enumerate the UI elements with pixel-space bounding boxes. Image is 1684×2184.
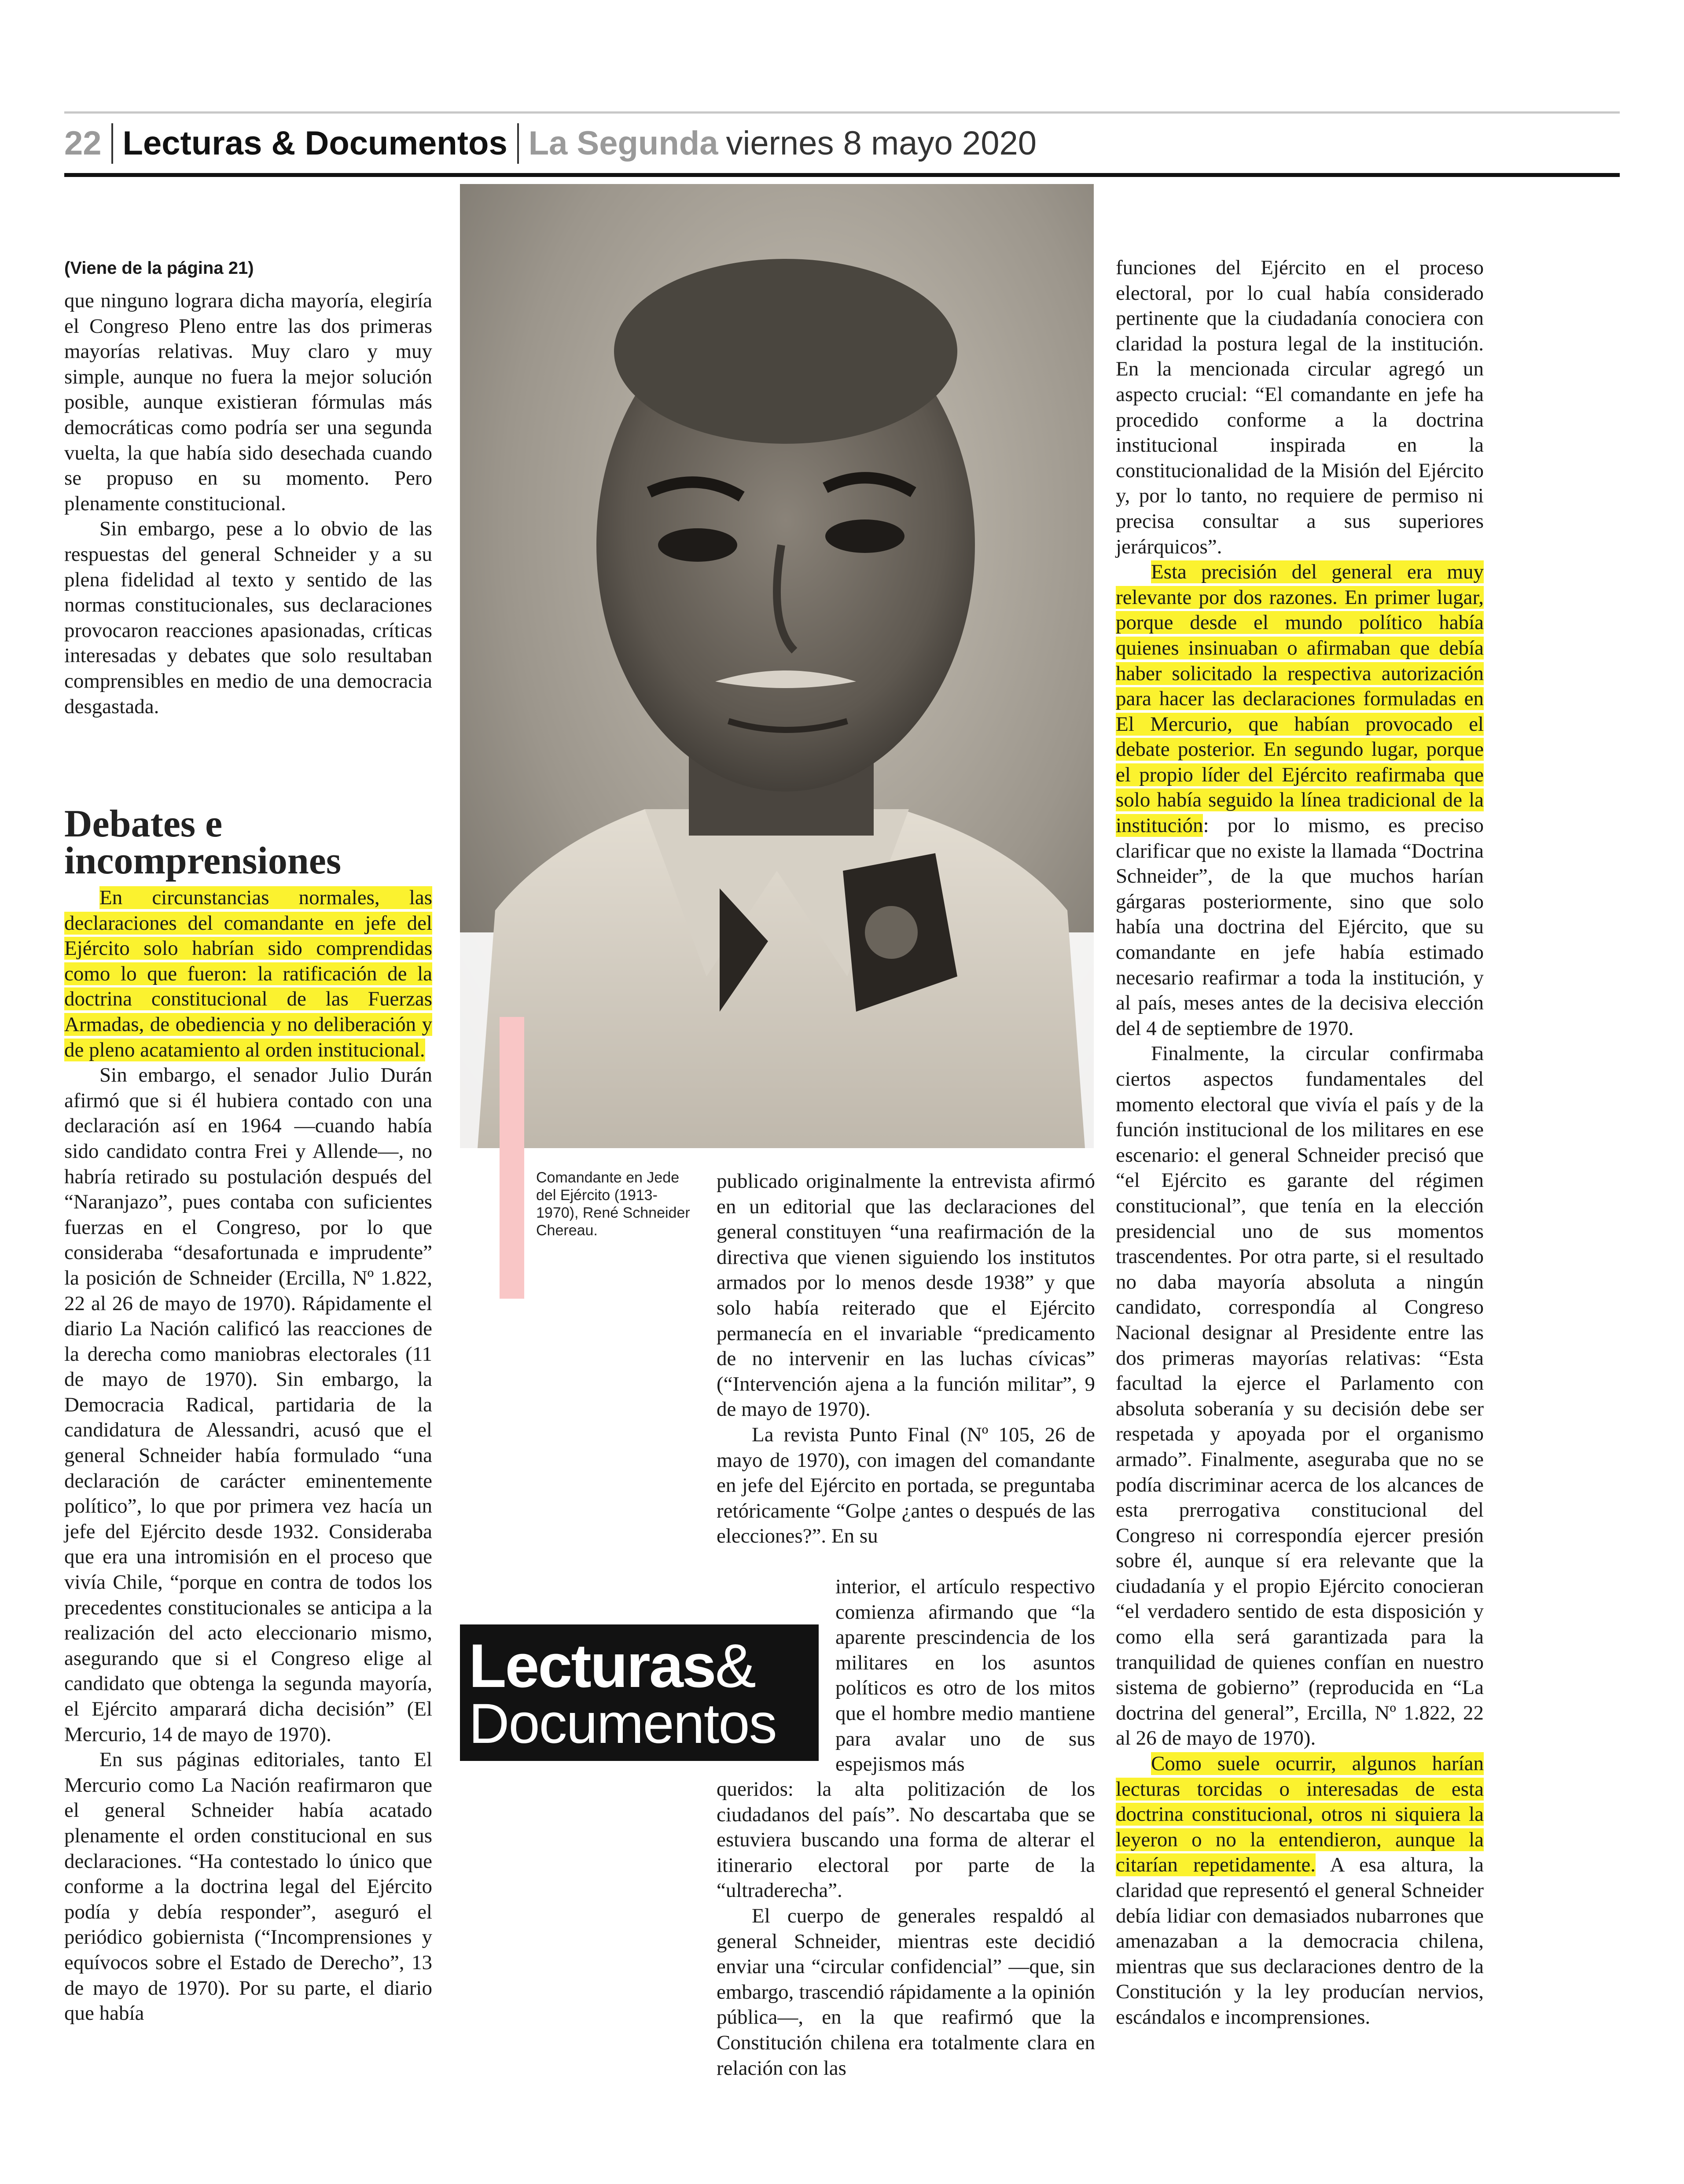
logo-word: Lecturas: [469, 1631, 715, 1700]
paragraph: En sus páginas editoriales, tanto El Mercurio como La Nación reafirmaron que el general Schneider había acatado plenamente el orden constitucional en sus declaraciones. “Ha contestado lo único que conforme a la doctrina legal del Ejército podía y debía responder”, aseguró el periódico gobiernista (“Incomprensiones y equívocos sobre el Estado de Derecho”, 13 de mayo de 1970). Por su parte, el diario que había: [64, 1748, 432, 2025]
subheading: Debates e incomprensiones: [64, 803, 342, 882]
paragraph: Sin embargo, pese a lo obvio de las respuestas del general Schneider y a su plena fidelidad al texto y sentido de las normas constitucionales, sus declaraciones provocaron reacciones apasionadas, críticas interesadas y debates que solo resultaban comprensibles en medio de una democracia desgastada.: [64, 517, 432, 718]
logo-line-1: [469, 1631, 755, 1700]
header-bottom-rule: [64, 173, 1620, 177]
header-divider: [111, 123, 113, 164]
paragraph-continuation: : por lo mismo, es preciso clarificar que no existe la llamada “Doctrina Schneider”, de la que muchos harían gárgaras posteriormente, sino que solo había una doctrina del Ejército, que su comandante en jefe había estimado necesario reafirmar a toda la institución, y al país, meses antes de la decisiva elección del 4 de septiembre de 1970.: [1116, 814, 1484, 1040]
photo-caption: Comandante en Jede del Ejército (1913-1970), René Schneider Chereau.: [536, 1169, 690, 1239]
paragraph: Finalmente, la circular confirmaba ciertos aspectos fundamentales del momento electoral que vivía el país y de la función institucional de los militares en ese escenario: el general Schneider precisó que “el Ejército es garante del régimen constitucional”, que tenía en la elección presidencial uno de sus momentos trascendentes. Por otra parte, si el resultado no daba mayoría absoluta a ningún candidato, correspondía al Congreso Nacional designar al Presidente entre las dos primeras mayorías relativas: “Esta facultad la ejerce el Parlamento con absoluta soberanía y su decisión debe ser respetada y apoyada por el organismo armado”. Finalmente, aseguraba que no se podía discriminar acerca de los alcances de esta prerrogativa constitucional del Congreso ni correspondía ejercer presión sobre él, aunque sí era relevante que la ciudadanía y el propio Ejército conocieran “el verdadero sentido de esta disposición y como ella será garantizada para la tranquilidad de quienes confían en nuestro sistema de gobierno” (reproducida en “La doctrina del general”, Ercilla, Nº 1.822, 22 al 26 de mayo de 1970).: [1116, 1042, 1484, 1750]
portrait-photo: [460, 184, 1094, 1148]
logo-line-2: Documentos: [469, 1692, 776, 1755]
column-1-bottom: [64, 885, 432, 2026]
paragraph-continuation: A esa altura, la claridad que representó el general Schneider debía lidiar con demasiados nubarrones que amenazaban a la democracia chilena, mientras que sus declaraciones dentro de la Constitución y la ley producían nervios, escándalos e incomprensiones.: [1116, 1853, 1484, 2029]
caption-accent-bar: [500, 1017, 524, 1299]
issue-date: viernes 8 mayo 2020: [726, 125, 1037, 162]
highlight: Esta precisión del general era muy relevante por dos razones. En primer lugar, porque desde el mundo político había quienes insinuaban o afirmaban que debía haber solicitado la respectiva autorización para hacer las declaraciones formuladas en El Mercurio, que habían provocado el debate posterior. En segundo lugar, porque el propio líder del Ejército reafirmaba que solo había seguido la línea tradicional de la institución: [1116, 560, 1484, 837]
paragraph: publicado originalmente la entrevista afirmó en un editorial que las declaraciones del general constituyen “una reafirmación de la directiva que vienen siguiendo los institutos armados por lo menos desde 1938” y que solo había reiterado que el Ejército permanecía en el invariable “predicamento de no intervenir en las luchas cívicas” (“Intervención ajena a la función militar”, 9 de mayo de 1970).: [717, 1170, 1095, 1421]
paragraph-highlighted: [1116, 560, 1484, 1041]
paragraph: interior, el artículo respectivo comienza afirmando que “la aparente prescindencia de los militares en los asuntos políticos es otro de los mitos que el hombre medio mantiene para avalar uno de sus espejismos más: [835, 1575, 1095, 1776]
paragraph: La revista Punto Final (Nº 105, 26 de mayo de 1970), con imagen del comandante en jefe del Ejército en portada, se preguntaba retóricamente “Golpe ¿antes o después de las elecciones?”. En su: [717, 1423, 1095, 1548]
highlight: Como suele ocurrir, algunos harían lecturas torcidas o interesadas de esta doctrina constitucional, otros ni siquiera la leyeron o no la entendieron, aunque la citarían repetidamente.: [1116, 1752, 1484, 1877]
header-divider: [517, 123, 519, 164]
paragraph: que ninguno lograra dicha mayoría, elegiría el Congreso Pleno entre las dos primeras mayorías relativas. Muy claro y muy simple, aunque no fuera la mejor solución posible, aunque existieran fórmulas más democráticas como podría ser una segunda vuelta, la que había sido desechada cuando se propuso en su momento. Pero plenamente constitucional.: [64, 289, 432, 515]
column-2-wrap: [835, 1574, 1095, 1777]
logo-ampersand: &: [715, 1631, 755, 1700]
column-3: [1116, 255, 1484, 2030]
continued-from-kicker: (Viene de la página 21): [64, 258, 254, 278]
highlight: En circunstancias normales, las declaraciones del comandante en jefe del Ejército solo habrían sido comprendidas como lo que fueron: la ratificación de la doctrina constitucional de las Fuerzas Armadas, de obediencia y no deliberación y de pleno acatamiento al orden institucional.: [64, 886, 432, 1061]
paragraph: El cuerpo de generales respaldó al general Schneider, mientras este decidió enviar una “circular confidencial” —que, sin embargo, trascendió rápidamente a la opinión pública—, en la que reafirmó que la Constitución chilena era totalmente clara en relación con las: [717, 1904, 1095, 2080]
paragraph: queridos: la alta politización de los ciudadanos del país”. No descartaba que se estuviera buscando una forma de alterar el itinerario electoral por parte de la “ultraderecha”.: [717, 1778, 1095, 1902]
page-header: [64, 114, 1037, 173]
paragraph: funciones del Ejército en el proceso electoral, por lo cual había considerado pertinente que la ciudadanía conociera con claridad la postura legal de la institución. En la mencionada circular agregó un aspecto crucial: “El comandante en jefe ha procedido conforme a la doctrina institucional inspirada en la constitucionalidad de la Misión del Ejército y, por lo tanto, no requiere de permiso ni precisa consultar a sus superiores jerárquicos”.: [1116, 256, 1484, 558]
column-2-top: [717, 1169, 1095, 1549]
section-title: Lecturas & Documentos: [122, 125, 507, 162]
page-number: 22: [64, 125, 102, 162]
paragraph-highlighted: [64, 885, 432, 1063]
section-logo: [460, 1624, 819, 1761]
column-2-bottom: [717, 1777, 1095, 2081]
column-1-top: [64, 288, 432, 719]
paragraph-highlighted: [1116, 1751, 1484, 2030]
newspaper-name: La Segunda: [528, 125, 718, 162]
paragraph: Sin embargo, el senador Julio Durán afirmó que si él hubiera contado con una declaración así en 1964 —cuando había sido candidato contra Frei y Allende—, no habría retirado su postulación después del “Naranjazo”, pues contaba con suficientes fuerzas en el Congreso, por lo que consideraba “desafortunada e imprudente” la posición de Schneider (Ercilla, Nº 1.822, 22 al 26 de mayo de 1970). Rápidamente el diario La Nación calificó las reacciones de la derecha como maniobras electorales (11 de mayo de 1970). Sin embargo, la Democracia Radical, partidaria de la candidatura de Alessandri, acusó que el general Schneider había formulado “una declaración de carácter eminentemente político”, lo que por primera vez hacía un jefe del Ejército desde 1932. Consideraba que era una intromisión en el proceso que vivía Chile, “porque en contra de todos los precedentes constitucionales se anticipa a la realización del acto eleccionario mismo, asegurando que si el Congreso elige al candidato que obtenga la segunda mayoría, el Ejército amparará dicha decisión” (El Mercurio, 14 de mayo de 1970).: [64, 1064, 432, 1746]
